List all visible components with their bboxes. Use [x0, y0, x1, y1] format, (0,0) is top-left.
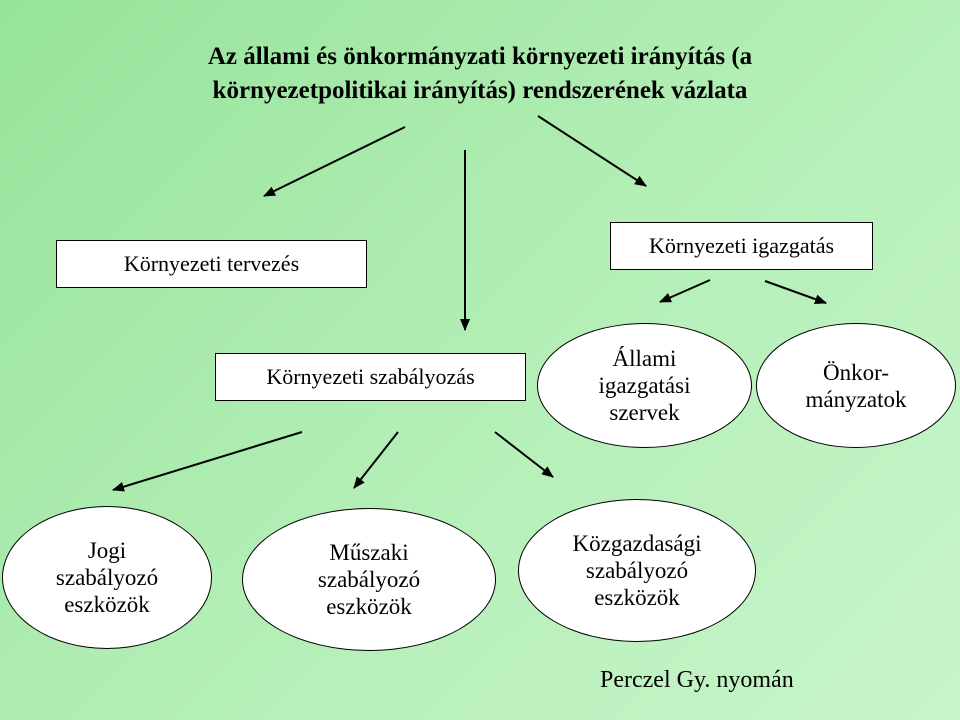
node-label-line: szervek — [609, 400, 680, 425]
node-jogi-szabalyozo-eszkozok — [2, 506, 212, 649]
title-line-2: környezetpolitikai irányítás) rendszerének vázlata — [212, 77, 748, 104]
node-label-line: eszközök — [64, 592, 150, 617]
node-muszaki-szabalyozo-eszkozok — [242, 508, 496, 651]
node-kornyezeti-igazgatas — [610, 222, 873, 270]
node-label-line: Önkor- — [823, 359, 889, 385]
node-allami-igazgatasi-szervek — [537, 323, 752, 448]
node-label: Környezeti szabályozás — [266, 364, 475, 389]
node-label-line: szabályozó — [317, 567, 421, 592]
node-label-line: Műszaki — [329, 540, 409, 565]
node-kornyezeti-szabalyozas — [215, 353, 526, 401]
arrow-szabalyozas-to-muszaki — [354, 432, 398, 488]
node-label-line: Közgazdasági — [572, 531, 702, 556]
title-line-1: Az állami és önkormányzati környezeti irányítás (a — [207, 43, 753, 70]
node-label-line: Állami — [612, 346, 677, 371]
node-label-line: eszközök — [594, 585, 680, 610]
arrow-title-to-igazgatas — [538, 116, 646, 186]
arrow-title-to-tervezes — [264, 127, 405, 196]
node-label-line: igazgatási — [598, 373, 691, 398]
arrow-igazgatas-to-allami — [660, 280, 710, 302]
node-label-line: Jogi — [87, 538, 127, 563]
node-kornyezeti-tervezes — [56, 240, 367, 288]
node-onkormanyzatok — [756, 323, 956, 448]
arrow-szabalyozas-to-kozgazdasagi — [495, 432, 553, 477]
node-label-line: szabályozó — [55, 565, 159, 590]
node-label: Környezeti tervezés — [123, 251, 300, 276]
node-label-line: szabályozó — [585, 558, 689, 583]
arrow-igazgatas-to-onkormanyzatok — [765, 281, 826, 303]
node-label: Környezeti igazgatás — [648, 233, 835, 258]
source-attribution: Perczel Gy. nyomán — [600, 667, 794, 693]
node-kozgazdasagi-szabalyozo-eszkozok — [518, 499, 756, 642]
node-label-line: mányzatok — [805, 386, 907, 412]
arrow-szabalyozas-to-jogi — [113, 432, 302, 490]
node-label-line: eszközök — [326, 594, 412, 619]
